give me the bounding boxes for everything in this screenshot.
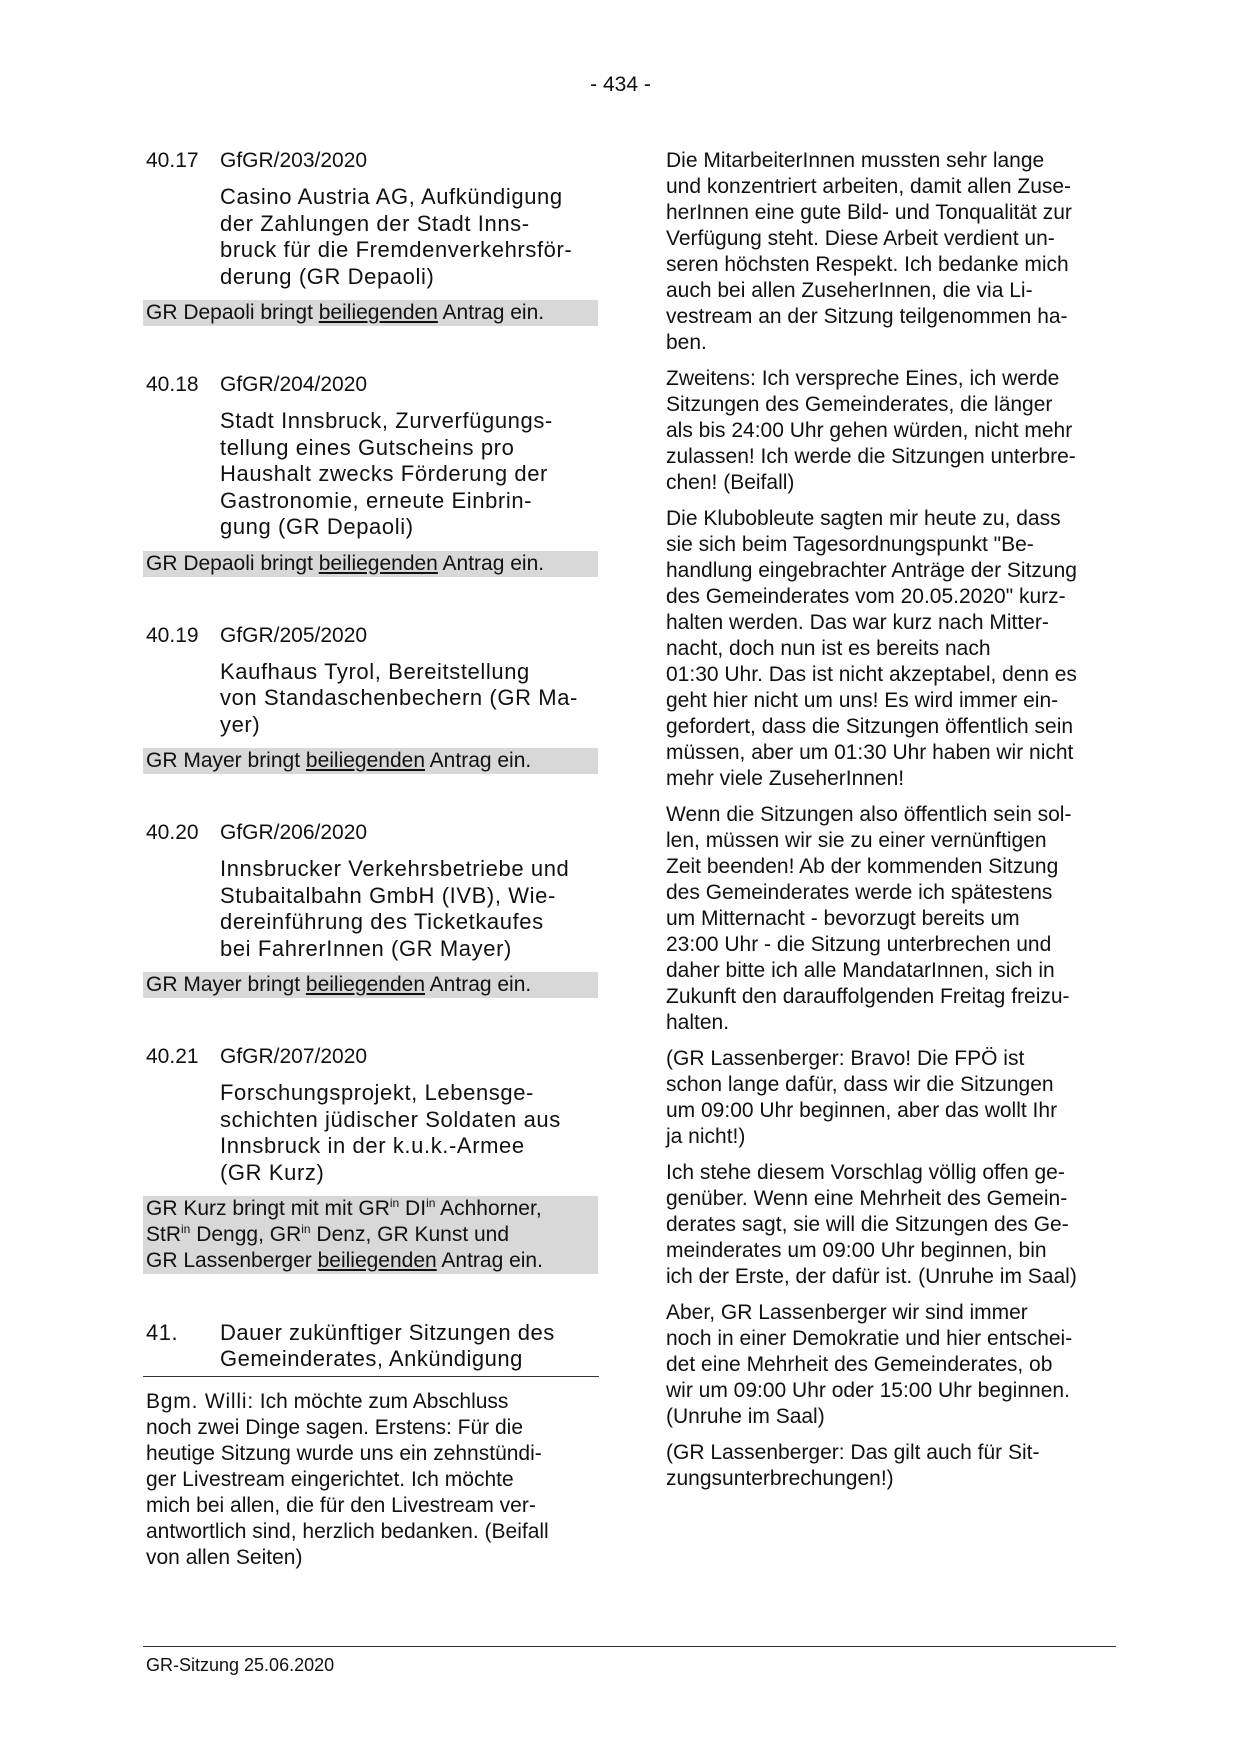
paragraph-line: zulassen! Ich werde die Sitzungen unterbre-	[666, 445, 1076, 468]
item-number: 40.18	[146, 373, 199, 396]
desc-line: schichten jüdischer Soldaten aus	[220, 1106, 561, 1132]
paragraph-line: seren höchsten Respekt. Ich bedanke mich	[666, 253, 1069, 276]
page-number: - 434 -	[590, 73, 651, 96]
speaker-name: Bgm. Willi:	[146, 1390, 254, 1413]
section-41	[146, 1320, 598, 1571]
paragraph-line: len, müssen wir sie zu einer vernünftigen	[666, 829, 1047, 852]
speech-paragraph	[666, 506, 1116, 792]
item-number: 40.19	[146, 623, 199, 647]
request-note: GR Depaoli bringt beiliegenden Antrag ein.	[143, 300, 598, 326]
request-note: GR Mayer bringt beiliegenden Antrag ein.	[143, 748, 598, 774]
link-beiliegenden: beiliegenden	[305, 749, 425, 772]
link-beiliegenden: beiliegenden	[317, 1249, 437, 1272]
agenda-item-40-19	[146, 623, 598, 775]
paragraph-line: Aber, GR Lassenberger wir sind immer	[666, 1301, 1028, 1324]
item-description	[220, 184, 598, 290]
paragraph-line: (Unruhe im Saal)	[666, 1405, 825, 1428]
paragraph-line: mehr viele ZuseherInnen!	[666, 767, 905, 790]
paragraph-line: genüber. Wenn eine Mehrheit des Gemein-	[666, 1187, 1068, 1210]
speech-paragraph	[666, 802, 1116, 1036]
desc-line: (GR Kurz)	[220, 1159, 325, 1185]
desc-line: derung (GR Depaoli)	[220, 263, 435, 289]
paragraph-line: halten werden. Das war kurz nach Mitter-	[666, 611, 1049, 634]
item-description	[220, 856, 598, 962]
desc-line: Innsbruck in der k.u.k.-Armee	[220, 1133, 525, 1158]
request-note: GR Mayer bringt beiliegenden Antrag ein.	[143, 972, 598, 998]
item-code: GfGR/207/2020	[220, 1045, 368, 1068]
paragraph-line: Ich stehe diesem Vorschlag völlig offen ge-	[666, 1161, 1065, 1184]
link-beiliegenden: beiliegenden	[318, 551, 438, 575]
agenda-item-40-21	[146, 1044, 598, 1274]
paragraph-line: daher bitte ich alle MandatarInnen, sich in	[666, 959, 1055, 982]
item-code: GfGR/204/2020	[220, 373, 368, 396]
item-number: 40.17	[146, 149, 199, 172]
section-heading	[146, 1320, 598, 1372]
desc-line: bruck für die Fremdenverkehrsför-	[220, 237, 573, 262]
paragraph-line: Die MitarbeiterInnen mussten sehr lange	[666, 149, 1045, 172]
item-code: GfGR/206/2020	[220, 821, 368, 844]
desc-line: von Standaschenbechern (GR Ma-	[220, 685, 578, 710]
agenda-item-40-17	[146, 148, 598, 326]
paragraph-line: 01:30 Uhr. Das ist nicht akzeptabel, denn es	[666, 663, 1077, 686]
paragraph-line: auch bei allen ZuseherInnen, die via Li-	[666, 279, 1033, 302]
paragraph-line: (GR Lassenberger: Das gilt auch für Sit-	[666, 1441, 1040, 1464]
paragraph-line: zungsunterbrechungen!)	[666, 1467, 894, 1490]
agenda-item-40-18	[146, 372, 598, 577]
speech-paragraph: Bgm. Willi: Ich möchte zum Abschluss noch zwei Dinge sagen. Erstens: Für die heutige Sitzung wurde uns ein zehnstündi- ger Livestream eingerichtet. Ich möchte mich bei allen, die für den Livestream ver- antwortlich sind, herzlich bedanken. (Beifall von allen Seiten)	[146, 1390, 549, 1569]
paragraph-line: gefordert, dass die Sitzungen öffentlich sein	[666, 715, 1074, 738]
item-number: 40.20	[146, 821, 199, 844]
paragraph-line: Zukunft den darauffolgenden Freitag freizu-	[666, 985, 1070, 1008]
paragraph-line: um Mitternacht - bevorzugt bereits um	[666, 907, 1020, 930]
paragraph-line: halten.	[666, 1011, 730, 1034]
agenda-item-40-20	[146, 820, 598, 998]
right-column	[666, 148, 1116, 1502]
paragraph-line: Die Klubobleute sagten mir heute zu, dass	[666, 507, 1061, 530]
section-title: Dauer zukünftiger Sitzungen des Gemeinderates, Ankündigung	[220, 1320, 555, 1371]
item-code: GfGR/205/2020	[220, 623, 368, 647]
desc-line: der Zahlungen der Stadt Inns-	[220, 210, 530, 236]
footer-divider	[143, 1646, 1116, 1647]
speech-paragraph	[666, 1046, 1116, 1150]
request-note: GR Depaoli bringt beiliegenden Antrag ein.	[143, 551, 598, 577]
item-description	[220, 408, 598, 541]
paragraph-line: ja nicht!)	[666, 1125, 746, 1148]
desc-line: yer)	[220, 711, 261, 737]
item-description	[220, 659, 598, 739]
paragraph-line: nacht, doch nun ist es bereits nach	[666, 637, 991, 660]
paragraph-line: des Gemeinderates werde ich spätestens	[666, 881, 1053, 904]
paragraph-line: müssen, aber um 01:30 Uhr haben wir nicht	[666, 741, 1074, 764]
desc-line: Haushalt zwecks Förderung der	[220, 461, 548, 486]
desc-line: Stubaitalbahn GmbH (IVB), Wie-	[220, 882, 556, 908]
paragraph-line: 23:00 Uhr - die Sitzung unterbrechen und	[666, 933, 1052, 956]
paragraph-line: det eine Mehrheit des Gemeinderates, ob	[666, 1353, 1053, 1376]
request-note	[143, 1196, 598, 1274]
desc-line: gung (GR Depaoli)	[220, 514, 414, 539]
desc-line: tellung eines Gutscheins pro	[220, 434, 515, 460]
speech-paragraph	[666, 366, 1116, 496]
paragraph-line: wir um 09:00 Uhr oder 15:00 Uhr beginnen.	[666, 1379, 1070, 1402]
paragraph-line: sie sich beim Tagesordnungspunkt "Be-	[666, 533, 1034, 556]
paragraph-line: schon lange dafür, dass wir die Sitzungen	[666, 1073, 1054, 1096]
paragraph-line: Zweitens: Ich verspreche Eines, ich werde	[666, 367, 1060, 390]
left-column	[146, 148, 598, 1581]
paragraph-line: Wenn die Sitzungen also öffentlich sein sol-	[666, 803, 1072, 826]
paragraph-line: Zeit beenden! Ab der kommenden Sitzung	[666, 855, 1059, 878]
desc-line: bei FahrerInnen (GR Mayer)	[220, 935, 512, 961]
paragraph-line: derates sagt, sie will die Sitzungen des Ge-	[666, 1213, 1069, 1236]
desc-line: dereinführung des Ticketkaufes	[220, 909, 544, 934]
speech-paragraph	[666, 1160, 1116, 1290]
paragraph-line: geht hier nicht um uns! Es wird immer ein-	[666, 689, 1059, 712]
item-number: 40.21	[146, 1045, 199, 1068]
paragraph-line: und konzentriert arbeiten, damit allen Zuse-	[666, 175, 1072, 198]
desc-line: Gastronomie, erneute Einbrin-	[220, 487, 533, 513]
paragraph-line: noch in einer Demokratie und hier entschei-	[666, 1327, 1073, 1350]
paragraph-line: Verfügung steht. Diese Arbeit verdient un-	[666, 227, 1055, 250]
paragraph-line: Sitzungen des Gemeinderates, die länger	[666, 393, 1053, 416]
section-number: 41.	[146, 1320, 179, 1345]
paragraph-line: ich der Erste, der dafür ist. (Unruhe im Saal)	[666, 1265, 1077, 1288]
footer-text: GR-Sitzung 25.06.2020	[146, 1655, 335, 1675]
link-beiliegenden: beiliegenden	[305, 973, 425, 996]
paragraph-line: meinderates um 09:00 Uhr beginnen, bin	[666, 1239, 1047, 1262]
speech-paragraph	[666, 1440, 1116, 1492]
paragraph-line: um 09:00 Uhr beginnen, aber das wollt Ihr	[666, 1099, 1058, 1122]
paragraph-line: als bis 24:00 Uhr gehen würden, nicht mehr	[666, 419, 1073, 442]
request-line: GR Kurz bringt mit mit $GR^{in}$ $DI^{in}$ Achhorner,	[146, 1196, 542, 1220]
paragraph-line: des Gemeinderates vom 20.05.2020" kurz-	[666, 585, 1066, 608]
speech-paragraph	[666, 1300, 1116, 1430]
item-code: GfGR/203/2020	[220, 149, 368, 172]
paragraph-line: chen! (Beifall)	[666, 471, 795, 494]
desc-line: Forschungsprojekt, Lebensge-	[220, 1080, 534, 1105]
section-divider	[143, 1376, 599, 1377]
paragraph-line: vestream an der Sitzung teilgenommen ha-	[666, 305, 1068, 328]
desc-line: Stadt Innsbruck, Zurverfügungs-	[220, 408, 553, 433]
desc-line: Casino Austria AG, Aufkündigung	[220, 184, 563, 209]
speech-paragraph	[666, 148, 1116, 356]
link-beiliegenden: beiliegenden	[318, 301, 438, 324]
paragraph-line: ben.	[666, 331, 707, 354]
desc-line: Innsbrucker Verkehrsbetriebe und	[220, 856, 570, 881]
paragraph-line: handlung eingebrachter Anträge der Sitzung	[666, 559, 1077, 582]
paragraph-line: herInnen eine gute Bild- und Tonqualität zur	[666, 201, 1072, 224]
request-line: GR Lassenberger beiliegenden Antrag ein.	[146, 1249, 543, 1272]
desc-line: Kaufhaus Tyrol, Bereitstellung	[220, 658, 530, 684]
paragraph-line: (GR Lassenberger: Bravo! Die FPÖ ist	[666, 1047, 1025, 1070]
item-description	[220, 1080, 598, 1186]
request-line: StR$^{in}$ Dengg, $GR^{in}$ Denz, GR Kunst und	[146, 1222, 510, 1246]
